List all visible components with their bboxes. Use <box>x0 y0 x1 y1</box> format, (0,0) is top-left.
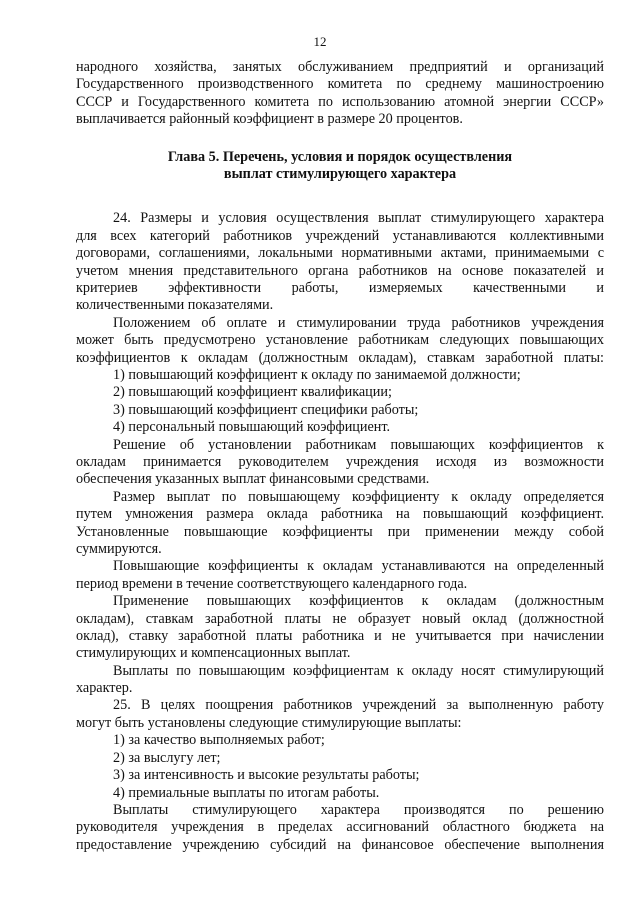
text-line: Повышающие коэффициенты к окладам устанавливаются на определенный <box>113 558 604 575</box>
text-line: предоставление учреждению субсидий на финансовое обеспечение выполнения <box>76 836 604 853</box>
text-line: 25. В целях поощрения работников учреждений за выполненную работу <box>113 697 604 714</box>
text-line: окладам принимается руководителем учреждения исходя из возможности <box>76 453 604 470</box>
decision-paragraph <box>76 437 604 489</box>
section-24 <box>76 210 604 314</box>
text-line: количественными показателями. <box>76 297 274 314</box>
text-line: СССР и Государственного комитета по использованию атомной энергии СССР» <box>76 93 604 110</box>
incentive-payments-list <box>76 732 604 802</box>
text-line: могут быть установлены следующие стимулирующие выплаты: <box>76 714 462 731</box>
text-line: период времени в течение соответствующего календарного года. <box>76 575 468 592</box>
text-line: Выплаты стимулирующего характера производятся по решению <box>113 801 604 818</box>
text-line: руководителя учреждения в пределах ассигнований областного бюджета на <box>76 819 604 836</box>
text-line: Государственного производственного комитета по среднему машиностроению <box>76 76 604 93</box>
heading-line: Глава 5. Перечень, условия и порядок осуществления <box>167 148 513 165</box>
text-line: 24. Размеры и условия осуществления выплат стимулирующего характера <box>113 210 604 227</box>
list-item: 3) повышающий коэффициент специфики работы; <box>113 401 419 418</box>
intro-paragraph <box>76 59 604 129</box>
text-line: Размер выплат по повышающему коэффициенту к окладу определяется <box>113 488 604 505</box>
text-line: Применение повышающих коэффициентов к окладам (должностным <box>113 593 604 610</box>
text-line: выплачивается районный коэффициент в размере 20 процентов. <box>76 111 463 128</box>
list-item: 1) повышающий коэффициент к окладу по занимаемой должности; <box>113 366 521 383</box>
text-line: коэффициентов к окладам (должностным окладам), ставкам заработной платы: <box>76 349 604 366</box>
coefficients-list <box>76 367 604 437</box>
nature-paragraph <box>76 663 604 698</box>
text-line: путем умножения размера оклада работника на повышающий коэффициент. <box>76 506 604 523</box>
page-content <box>76 59 604 854</box>
text-line: учетом мнения представительного органа работников на основе показателей и <box>76 262 604 279</box>
text-line: оклад), ставку заработной платы работника и не учитывается при начислении <box>76 627 604 644</box>
text-line: может быть предусмотрено установление работникам следующих повышающих <box>76 332 604 349</box>
payment-size-paragraph <box>76 489 604 559</box>
text-line: для всех категорий работников учреждений устанавливаются коллективными <box>76 227 604 244</box>
heading-line: выплат стимулирующего характера <box>223 165 457 182</box>
text-line: Решение об установлении работникам повышающих коэффициентов к <box>113 436 604 453</box>
list-item: 2) повышающий коэффициент квалификации; <box>113 384 392 401</box>
coefficients-paragraph <box>76 315 604 367</box>
page-number: 12 <box>313 34 327 49</box>
text-line: Положением об оплате и стимулировании труда работников учреждения <box>113 314 604 331</box>
list-item: 2) за выслугу лет; <box>113 749 221 766</box>
payments-paragraph <box>76 802 604 854</box>
text-line: стимулирующих и компенсационных выплат. <box>76 645 351 662</box>
list-item: 4) премиальные выплаты по итогам работы. <box>113 784 380 801</box>
text-line: характер. <box>76 680 133 697</box>
text-line: народного хозяйства, занятых обслуживанием предприятий и организаций <box>76 59 604 75</box>
list-item: 4) персональный повышающий коэффициент. <box>113 419 391 436</box>
section-25 <box>76 697 604 732</box>
text-line: суммируются. <box>76 540 162 557</box>
period-paragraph <box>76 558 604 593</box>
text-line: Выплаты по повышающим коэффициентам к окладу носят стимулирующий <box>113 662 604 679</box>
chapter-heading <box>76 149 604 184</box>
application-paragraph <box>76 593 604 663</box>
text-line: обеспечения указанных выплат финансовыми средствами. <box>76 471 430 488</box>
text-line: критериев эффективности работы, измеряемых качественными и <box>76 279 604 296</box>
list-item: 1) за качество выполняемых работ; <box>113 732 325 749</box>
text-line: окладам), ставкам заработной платы не образует новый оклад (должностной <box>76 610 604 627</box>
text-line: договорами, соглашениями, локальными нормативными актами, принимаемыми с <box>76 245 604 262</box>
list-item: 3) за интенсивность и высокие результаты работы; <box>113 767 420 784</box>
text-line: Установленные повышающие коэффициенты при применении между собой <box>76 523 604 540</box>
